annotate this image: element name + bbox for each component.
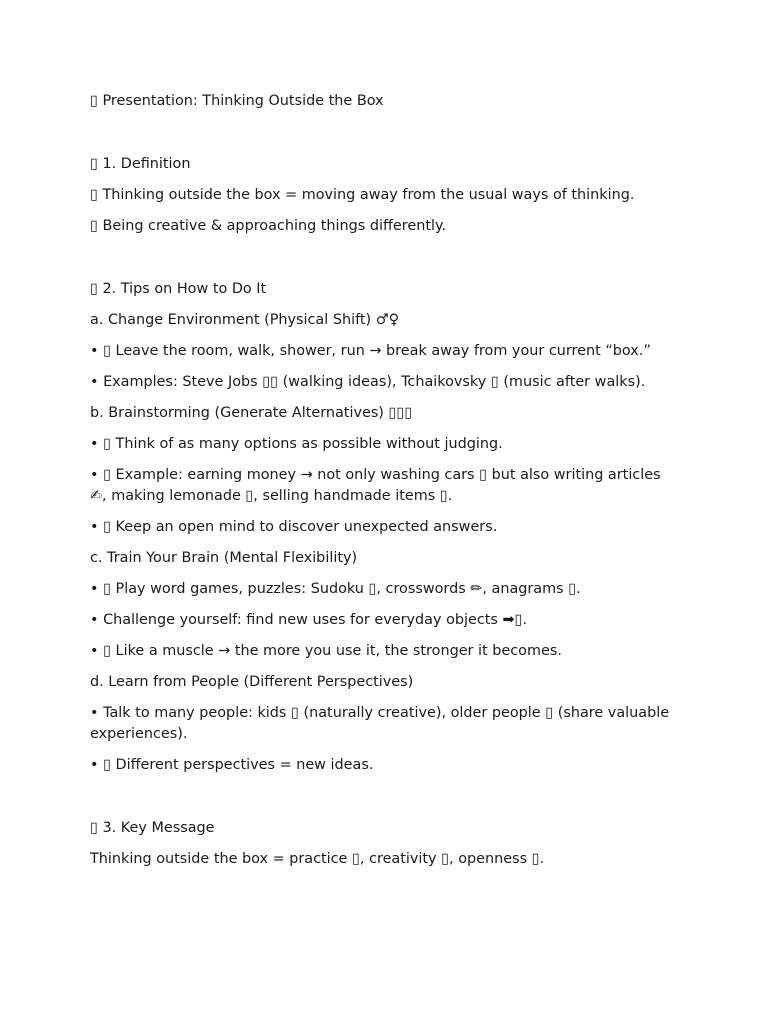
subheading-change-environment: a. Change Environment (Physical Shift) ♂♀	[90, 312, 400, 328]
document-title: ▯ Presentation: Thinking Outside the Box	[90, 93, 384, 109]
key-message-line: Thinking outside the box = practice ▯, creativity ▯, openness ▯.	[90, 851, 545, 867]
subheading-brainstorming: b. Brainstorming (Generate Alternatives) ▯▯▯	[90, 405, 413, 421]
definition-line: ▯ Thinking outside the box = moving away from the usual ways of thinking.	[90, 187, 635, 203]
bullet-item: • ▯ Like a muscle → the more you use it, the stronger it becomes.	[90, 643, 562, 659]
bullet-item: • ▯ Different perspectives = new ideas.	[90, 757, 374, 773]
section-heading-key-message: ▯ 3. Key Message	[90, 820, 215, 836]
bullet-item: • Challenge yourself: find new uses for everyday objects ➡▯.	[90, 612, 528, 628]
bullet-item: • ▯ Think of as many options as possible without judging.	[90, 436, 503, 452]
section-heading-tips: ▯ 2. Tips on How to Do It	[90, 281, 267, 297]
definition-line: ▯ Being creative & approaching things differently.	[90, 218, 447, 234]
bullet-item: • ▯ Keep an open mind to discover unexpected answers.	[90, 519, 498, 535]
bullet-item: • ▯ Play word games, puzzles: Sudoku ▯, crosswords ✏, anagrams ▯.	[90, 581, 581, 597]
bullet-item: • ▯ Leave the room, walk, shower, run → break away from your current “box.”	[90, 343, 651, 359]
subheading-learn-from-people: d. Learn from People (Different Perspectives)	[90, 674, 414, 690]
bullet-item: • Talk to many people: kids ▯ (naturally creative), older people ▯ (share valuable experiences).	[90, 705, 670, 742]
section-heading-definition: ▯ 1. Definition	[90, 156, 191, 172]
bullet-item: • Examples: Steve Jobs ▯▯ (walking ideas), Tchaikovsky ▯ (music after walks).	[90, 374, 646, 390]
bullet-item: • ▯ Example: earning money → not only washing cars ▯ but also writing articles ✍, making lemonade ▯, selling handmade items ▯.	[90, 467, 661, 504]
document-body	[90, 91, 670, 880]
subheading-train-brain: c. Train Your Brain (Mental Flexibility)	[90, 550, 358, 566]
